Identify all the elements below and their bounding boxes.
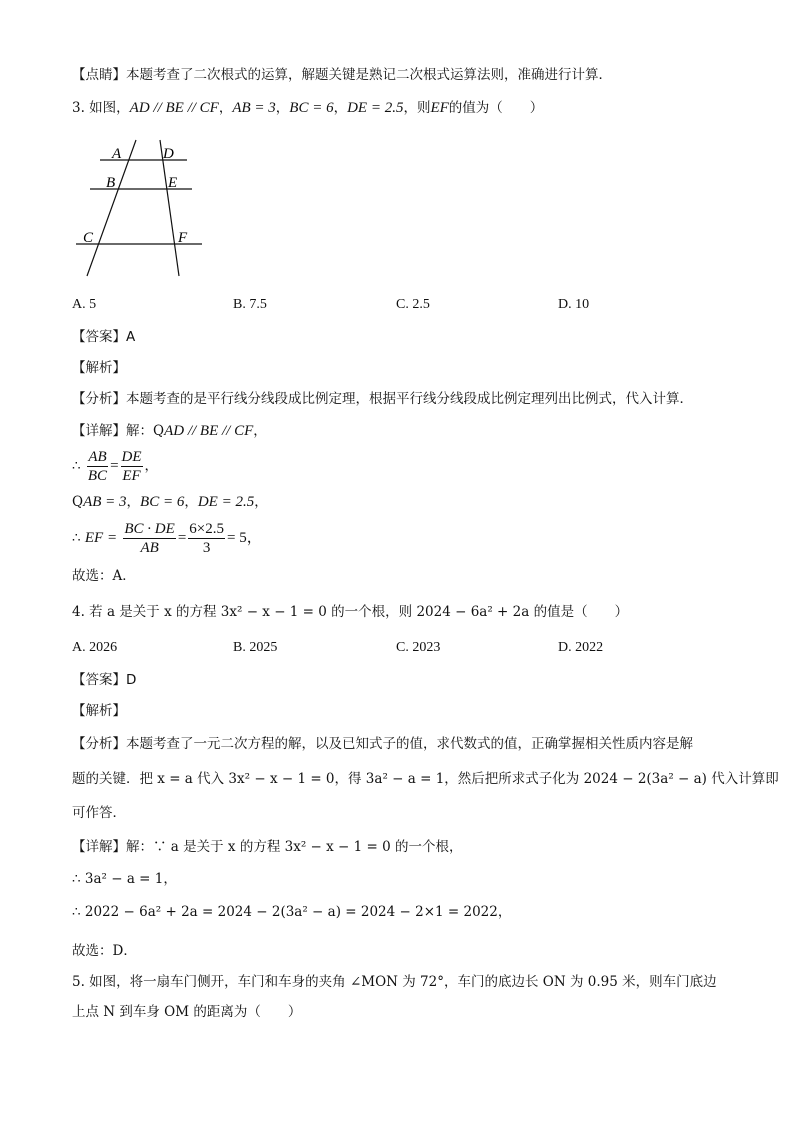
sep: ，	[218, 100, 233, 116]
q3-ab: AB = 3	[232, 100, 276, 116]
fraction-numeric	[188, 520, 225, 557]
label-e: E	[168, 175, 178, 191]
frac-num: 6×2.5	[189, 521, 224, 537]
label-a: A	[112, 146, 122, 162]
label-c: C	[83, 230, 94, 246]
q3-option-c: C. 2.5	[396, 297, 430, 312]
frac-num: AB	[88, 449, 107, 465]
frac-num: DE	[121, 449, 142, 465]
ab-value: AB = 3	[83, 494, 127, 510]
q4-option-a: A. 2026	[72, 640, 118, 655]
q3-ef: EF	[430, 100, 449, 116]
question-5-line2: 上点 N 到车身 OM 的距离为（ ）	[72, 1004, 302, 1020]
q4-analysis-line3: 可作答．	[72, 805, 126, 821]
comma: ，	[144, 458, 159, 474]
q3-cond: AD // BE // CF	[129, 100, 219, 116]
q4-detail-line3: ∴ 2022 − 6a² + 2a = 2024 − 2(3a² − a) = 2024 − 2×1 = 2022，	[72, 904, 512, 920]
question-3-stem	[72, 98, 543, 118]
q3-analysis-heading: 【解析】	[72, 360, 126, 376]
comma: ，	[253, 423, 267, 439]
sep: ，	[333, 100, 348, 116]
q3-detail-line1	[72, 421, 267, 441]
q3-proportion	[72, 446, 158, 486]
question-4-stem: 4. 若 a 是关于 x 的方程 3x² − x − 1 = 0 的一个根，则 2024 − 6a² + 2a 的值是（ ）	[72, 604, 629, 620]
q4-option-b: B. 2025	[233, 640, 278, 655]
q4-answer: 【答案】D	[72, 672, 137, 688]
q3-option-b: B. 7.5	[233, 297, 267, 312]
therefore-symbol: ∴	[72, 458, 81, 474]
q3-ef-calculation	[72, 518, 262, 558]
comma: ，	[254, 494, 268, 510]
q4-option-d: D. 2022	[558, 640, 604, 655]
fraction-bcde-ab	[123, 520, 175, 557]
q4-analysis-line1: 【分析】本题考查了一元二次方程的解，以及已知式子的值，求代数式的值，正确掌握相关性质内容是解	[72, 736, 693, 752]
result: = 5，	[227, 530, 262, 546]
q4-analysis-heading: 【解析】	[72, 703, 126, 719]
bc-value: BC = 6	[140, 494, 185, 510]
q3-de: DE = 2.5	[347, 100, 404, 116]
q3-detail-prefix: 【详解】解：Q	[72, 423, 165, 439]
sep: ，	[275, 100, 290, 116]
comma: ，	[184, 494, 198, 510]
ef-equals: EF =	[84, 530, 118, 546]
label-f: F	[178, 230, 188, 246]
q3-choice: 故选：A．	[72, 568, 136, 584]
q4-analysis-line2: 题的关键．把 x = a 代入 3x² − x − 1 = 0，得 3a² − a = 1，然后把所求式子化为 2024 − 2(3a² − a) 代入计算即	[72, 771, 779, 787]
q3-answer: 【答案】A	[72, 329, 136, 345]
q3-detail-cond: AD // BE // CF	[164, 423, 254, 439]
q3-analysis: 【分析】本题考查的是平行线分线段成比例定理，根据平行线分线段成比例定理列出比例式，代入计算．	[72, 391, 693, 407]
q4-choice: 故选：D．	[72, 943, 137, 959]
frac-den: BC	[87, 468, 108, 484]
frac-den: 3	[202, 540, 211, 556]
frac-num: BC · DE	[124, 521, 175, 537]
q3-given-values	[72, 492, 268, 512]
q3-number: 3. 如图，	[72, 100, 130, 116]
equals: =	[177, 530, 187, 546]
q3-tail-pre: ，则	[403, 100, 431, 116]
q3-option-a: A. 5	[72, 297, 97, 312]
q4-option-c: C. 2023	[396, 640, 441, 655]
q4-detail-line1: 【详解】解：∵ a 是关于 x 的方程 3x² − x − 1 = 0 的一个根，	[72, 839, 463, 855]
label-b: B	[106, 175, 116, 191]
de-value: DE = 2.5	[197, 494, 255, 510]
q3-option-d: D. 10	[558, 297, 590, 312]
therefore-symbol: ∴	[72, 530, 81, 546]
because-symbol: Q	[72, 494, 84, 510]
frac-den: EF	[122, 468, 141, 484]
q3-bc: BC = 6	[289, 100, 334, 116]
label-d: D	[163, 146, 174, 162]
q4-detail-line2: ∴ 3a² − a = 1，	[72, 871, 177, 887]
fraction-de-ef	[121, 448, 143, 485]
fraction-ab-bc	[87, 448, 108, 485]
q3-tail: 的值为（ ）	[448, 100, 544, 116]
equals: =	[110, 458, 119, 474]
question-5-line1: 5. 如图，将一扇车门侧开，车门和车身的夹角 ∠MON 为 72°，车门的底边长 ON 为 0.95 米，则车门底边	[72, 974, 717, 990]
parallel-lines-figure	[72, 138, 212, 283]
insight-line: 【点睛】本题考查了二次根式的运算，解题关键是熟记二次根式运算法则，准确进行计算．	[72, 67, 612, 83]
comma: ，	[126, 494, 141, 510]
frac-den: AB	[140, 540, 159, 556]
